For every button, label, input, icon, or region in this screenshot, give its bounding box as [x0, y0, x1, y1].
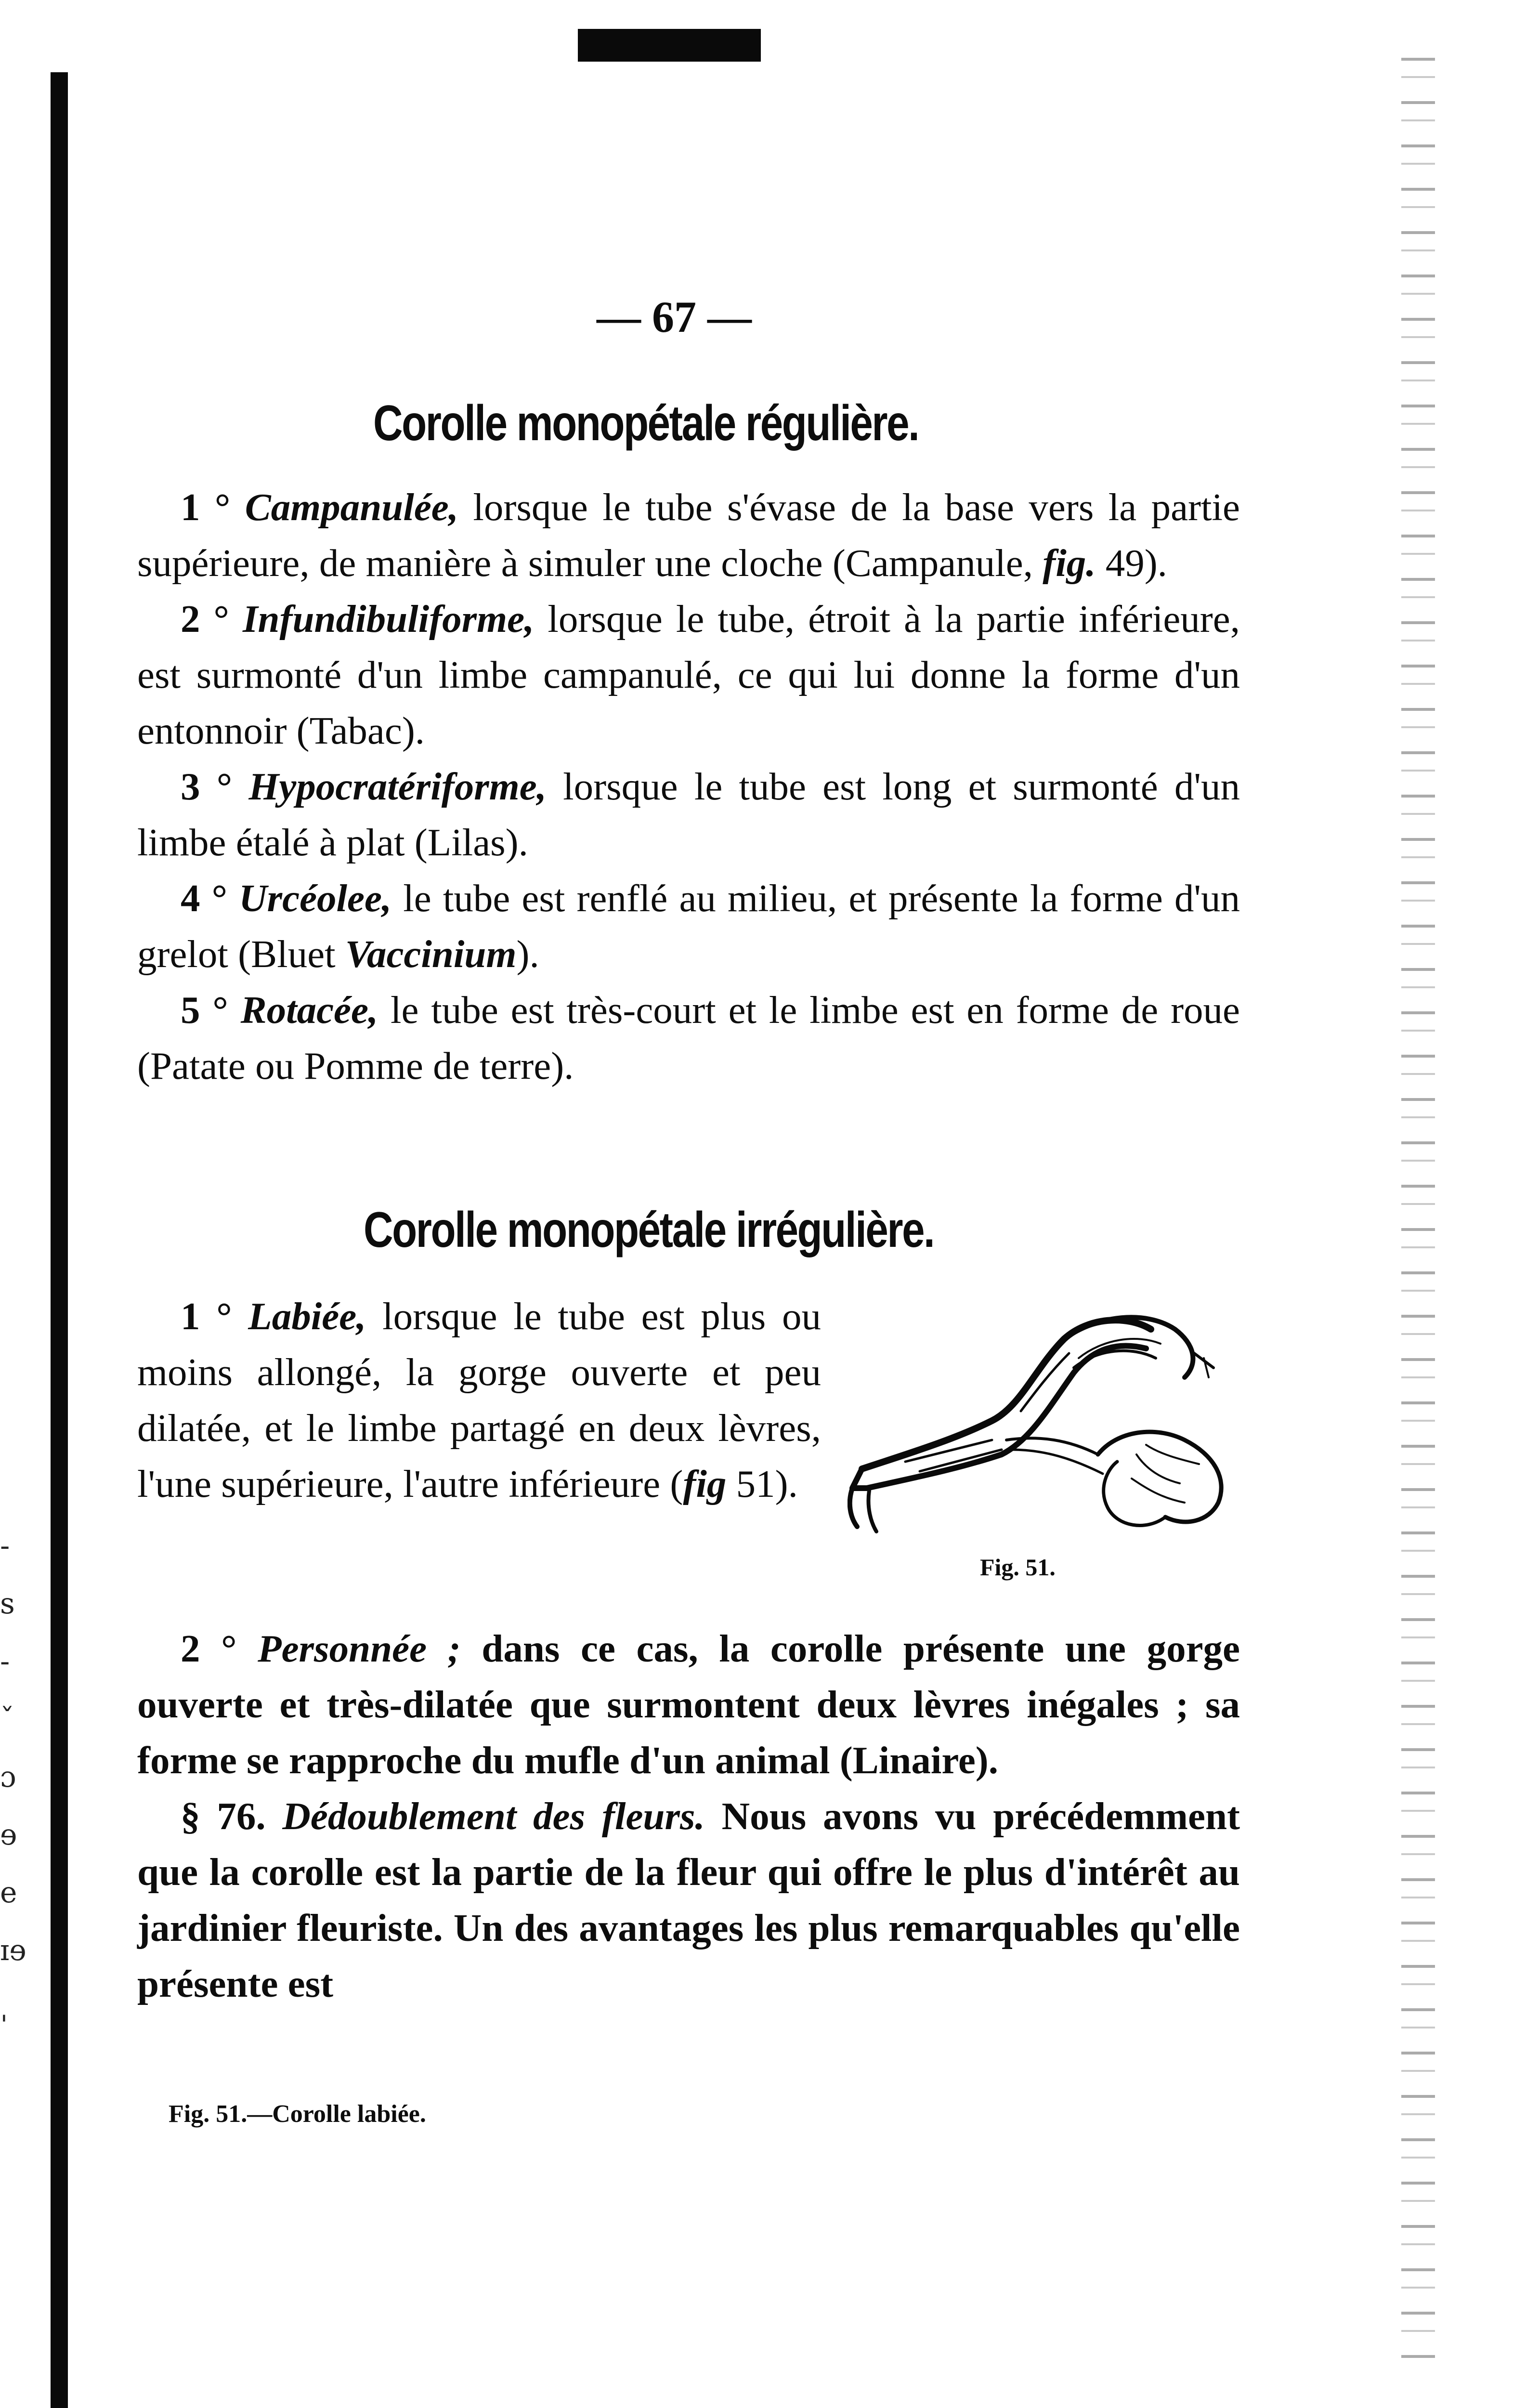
- irregular-continuation: [137, 1621, 1240, 2012]
- left-binding-rule: [51, 72, 68, 2408]
- right-page-edge: [1401, 58, 1435, 2369]
- margin-mark: ɘ: [0, 1818, 17, 1852]
- term: Labiée,: [248, 1295, 366, 1338]
- term: Campanulée,: [245, 485, 458, 529]
- term: Hypocratériforme,: [248, 765, 547, 808]
- term: Urcéolee,: [239, 877, 392, 920]
- heading-regular-corolla: Corolle monopétale régulière.: [373, 395, 919, 451]
- heading-irregular-corolla: Corolle monopétale irrégulière.: [364, 1202, 934, 1258]
- left-margin-marks: [0, 1517, 29, 2037]
- irregular-item-1-block: [137, 1288, 821, 1512]
- regular-item-3: 3 ° Hypocratériforme, lorsque le tube est long et surmonté d'un limbe étalé à plat (Lilas).: [137, 765, 1240, 864]
- irregular-item-1: 1 ° Labiée, lorsque le tube est plus ou moins allongé, la gorge ouverte et peu dilatée, et le limbe partagé en deux lèvres, l'une supérieure, l'autre inférieure (fig 51).: [137, 1295, 821, 1505]
- margin-mark: ˇ: [0, 1702, 14, 1736]
- regular-item-2: 2 ° Infundibuliforme, lorsque le tube, étroit à la partie inférieure, est surmonté d'un limbe campanulé, ce qui lui donne la forme d'un entonnoir (Tabac).: [137, 597, 1240, 752]
- term: Dédoublement des fleurs.: [282, 1794, 705, 1838]
- page-number: — 67 —: [597, 292, 752, 341]
- margin-mark: s: [0, 1587, 15, 1621]
- term: Rotacée,: [240, 988, 378, 1032]
- section-76: § 76. Dédoublement des fleurs. Nous avons vu précédemment que la corolle est la partie de la fleur qui offre le plus d'intérêt au jardinier fleuriste. Un des avantages les plus remarquables qu'elle présente est: [137, 1794, 1240, 2005]
- irregular-item-2: 2 ° Personnée ; dans ce cas, la corolle présente une gorge ouverte et très-dilatée que surmontent deux lèvres inégales ; sa forme se rapproche du mufle d'un animal (Linaire).: [137, 1627, 1240, 1782]
- margin-mark: ɪɘ: [0, 1934, 26, 1967]
- regular-item-4: 4 ° Urcéolee, le tube est renflé au milieu, et présente la forme d'un grelot (Bluet Vaccinium).: [137, 877, 1240, 976]
- regular-item-5: 5 ° Rotacée, le tube est très-court et le limbe est en forme de roue (Patate ou Pomme de terre).: [137, 988, 1240, 1087]
- term: Personnée ;: [258, 1627, 461, 1670]
- margin-mark: -: [0, 1645, 10, 1678]
- margin-mark: e: [0, 1876, 17, 1910]
- regular-item-1: 1 ° Campanulée, lorsque le tube s'évase de la base vers la partie supérieure, de manière à simuler une cloche (Campanule, fig. 49).: [137, 485, 1240, 585]
- regular-corolla-list: [137, 479, 1240, 1094]
- figure-caption: Fig. 51.—Corolle labiée.: [169, 2100, 426, 2128]
- labiate-corolla-illustration: [848, 1296, 1233, 1580]
- margin-mark: ˌ: [0, 1991, 8, 2025]
- top-scan-bar: [578, 29, 761, 62]
- margin-mark: ɔ: [0, 1760, 16, 1794]
- term: Infundibuliforme,: [242, 597, 535, 641]
- figure-label: Fig. 51.: [980, 1554, 1056, 1581]
- margin-mark: -: [0, 1529, 10, 1563]
